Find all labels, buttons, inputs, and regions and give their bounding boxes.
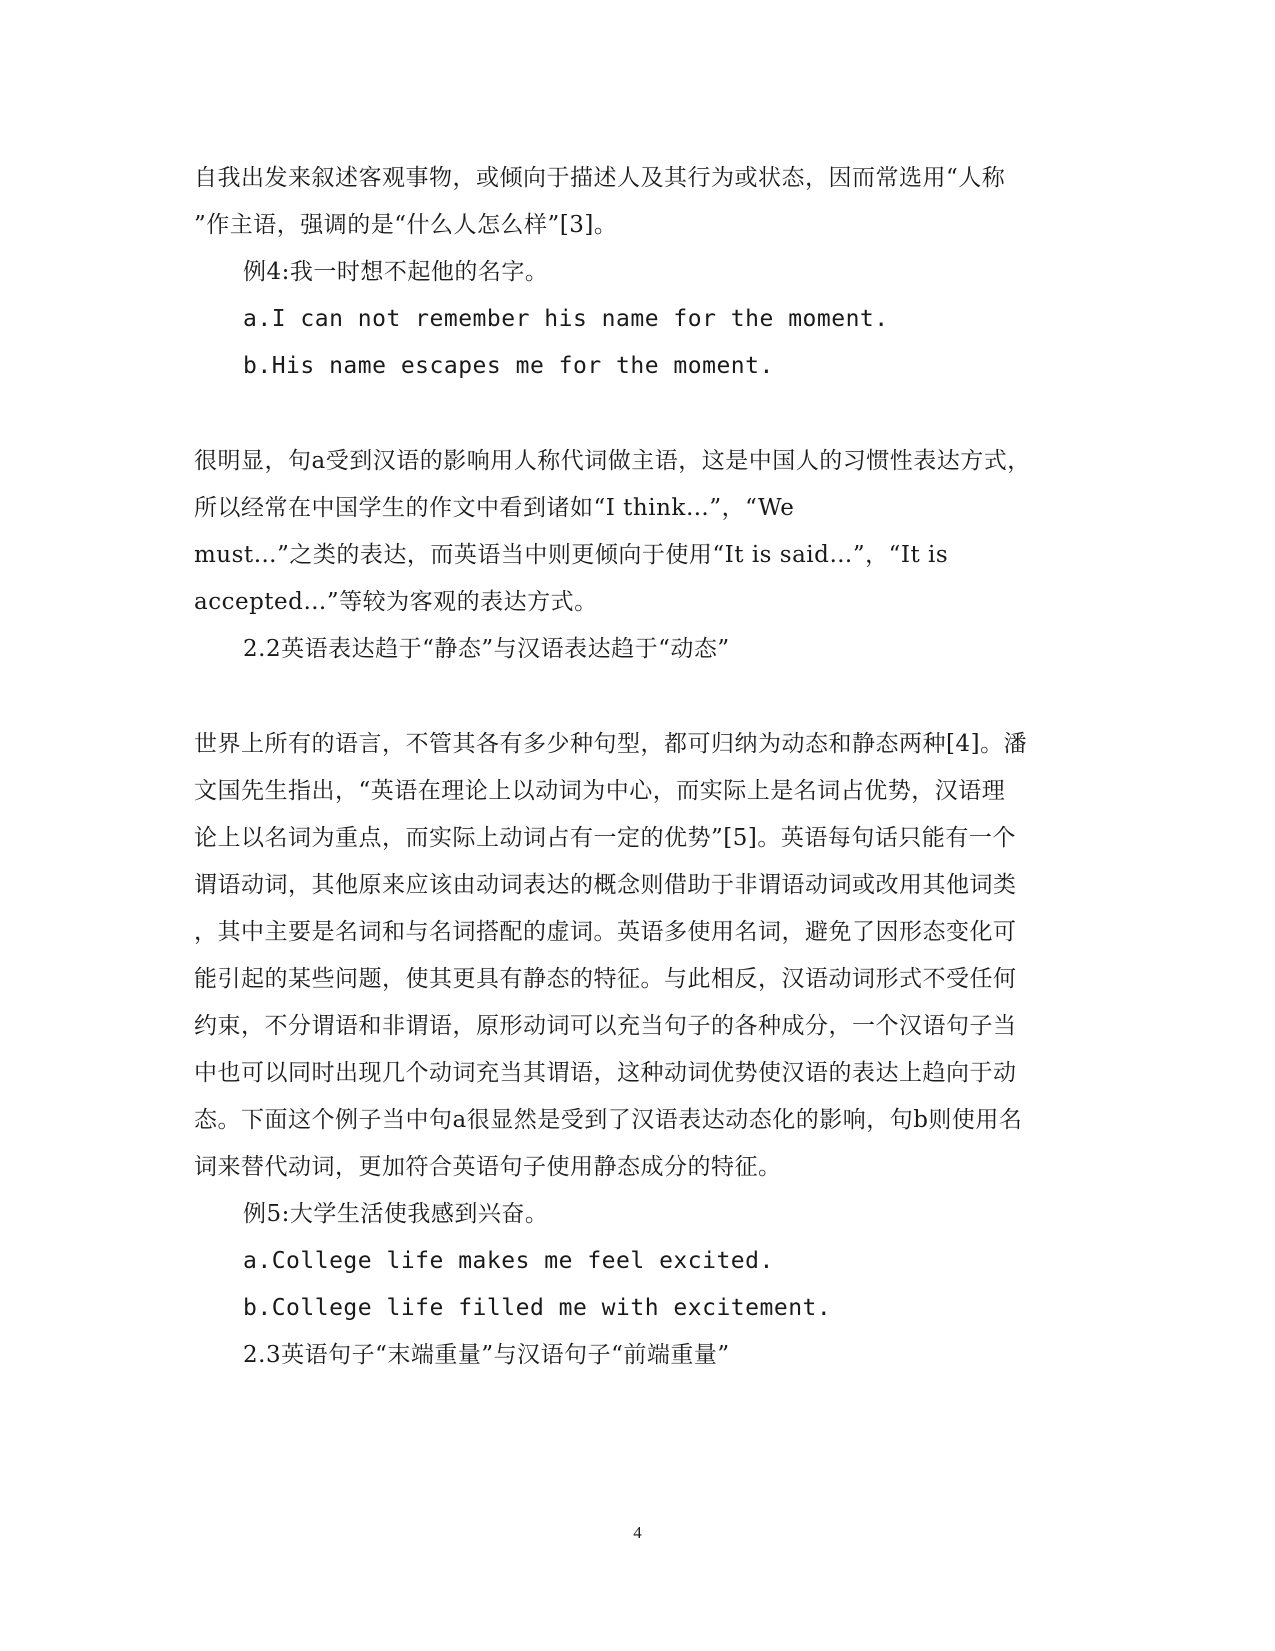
text-line: 词来替代动词，更加符合英语句子使用静态成分的特征。 [194,1154,782,1180]
section-heading: 2.2英语表达趋于“静态”与汉语表达趋于“动态” [243,636,730,662]
text-line: ，其中主要是名词和与名词搭配的虚词。英语多使用名词，避免了因形态变化可 [194,919,1017,945]
example-sentence: b.College life filled me with excitement. [243,1295,832,1321]
text-line: 约束，不分谓语和非谓语，原形动词可以充当句子的各种成分，一个汉语句子当 [194,1013,1017,1039]
example-sentence: b.His name escapes me for the moment. [243,353,774,379]
text-line: 文国先生指出，“英语在理论上以动词为中心，而实际上是名词占优势，汉语理 [194,778,1006,804]
text-line: ”作主语，强调的是“什么人怎么样”[3]。 [194,212,618,238]
example-heading: 例5:大学生活使我感到兴奋。 [243,1201,549,1227]
example-heading: 例4:我一时想不起他的名字。 [243,259,549,285]
section-heading: 2.3英语句子“末端重量”与汉语句子“前端重量” [243,1342,730,1368]
text-line: 能引起的某些问题，使其更具有静态的特征。与此相反，汉语动词形式不受任何 [194,966,1017,992]
text-line: must…”之类的表达，而英语当中则更倾向于使用“It is said…”，“It is [194,542,949,568]
example-sentence: a.I can not remember his name for the moment. [243,306,889,332]
text-line: 论上以名词为重点，而实际上动词占有一定的优势”[5]。英语每句话只能有一个 [194,825,1016,851]
text-line: 很明显，句a受到汉语的影响用人称代词做主语，这是中国人的习惯性表达方式， [194,448,1031,474]
text-line: 谓语动词，其他原来应该由动词表达的概念则借助于非谓语动词或改用其他词类 [194,872,1017,898]
example-sentence: a.College life makes me feel excited. [243,1248,774,1274]
text-line: accepted…”等较为客观的表达方式。 [194,589,598,615]
text-line: 世界上所有的语言，不管其各有多少种句型，都可归纳为动态和静态两种[4]。潘 [194,731,1028,757]
text-line: 中也可以同时出现几个动词充当其谓语，这种动词优势使汉语的表达上趋向于动 [194,1060,1017,1086]
text-line: 所以经常在中国学生的作文中看到诸如“I think…”，“We [194,495,795,521]
text-line: 态。下面这个例子当中句a很显然是受到了汉语表达动态化的影响，句b则使用名 [194,1107,1023,1133]
text-line: 自我出发来叙述客观事物，或倾向于描述人及其行为或状态，因而常选用“人称 [194,165,1006,191]
page-number: 4 [633,1523,642,1542]
